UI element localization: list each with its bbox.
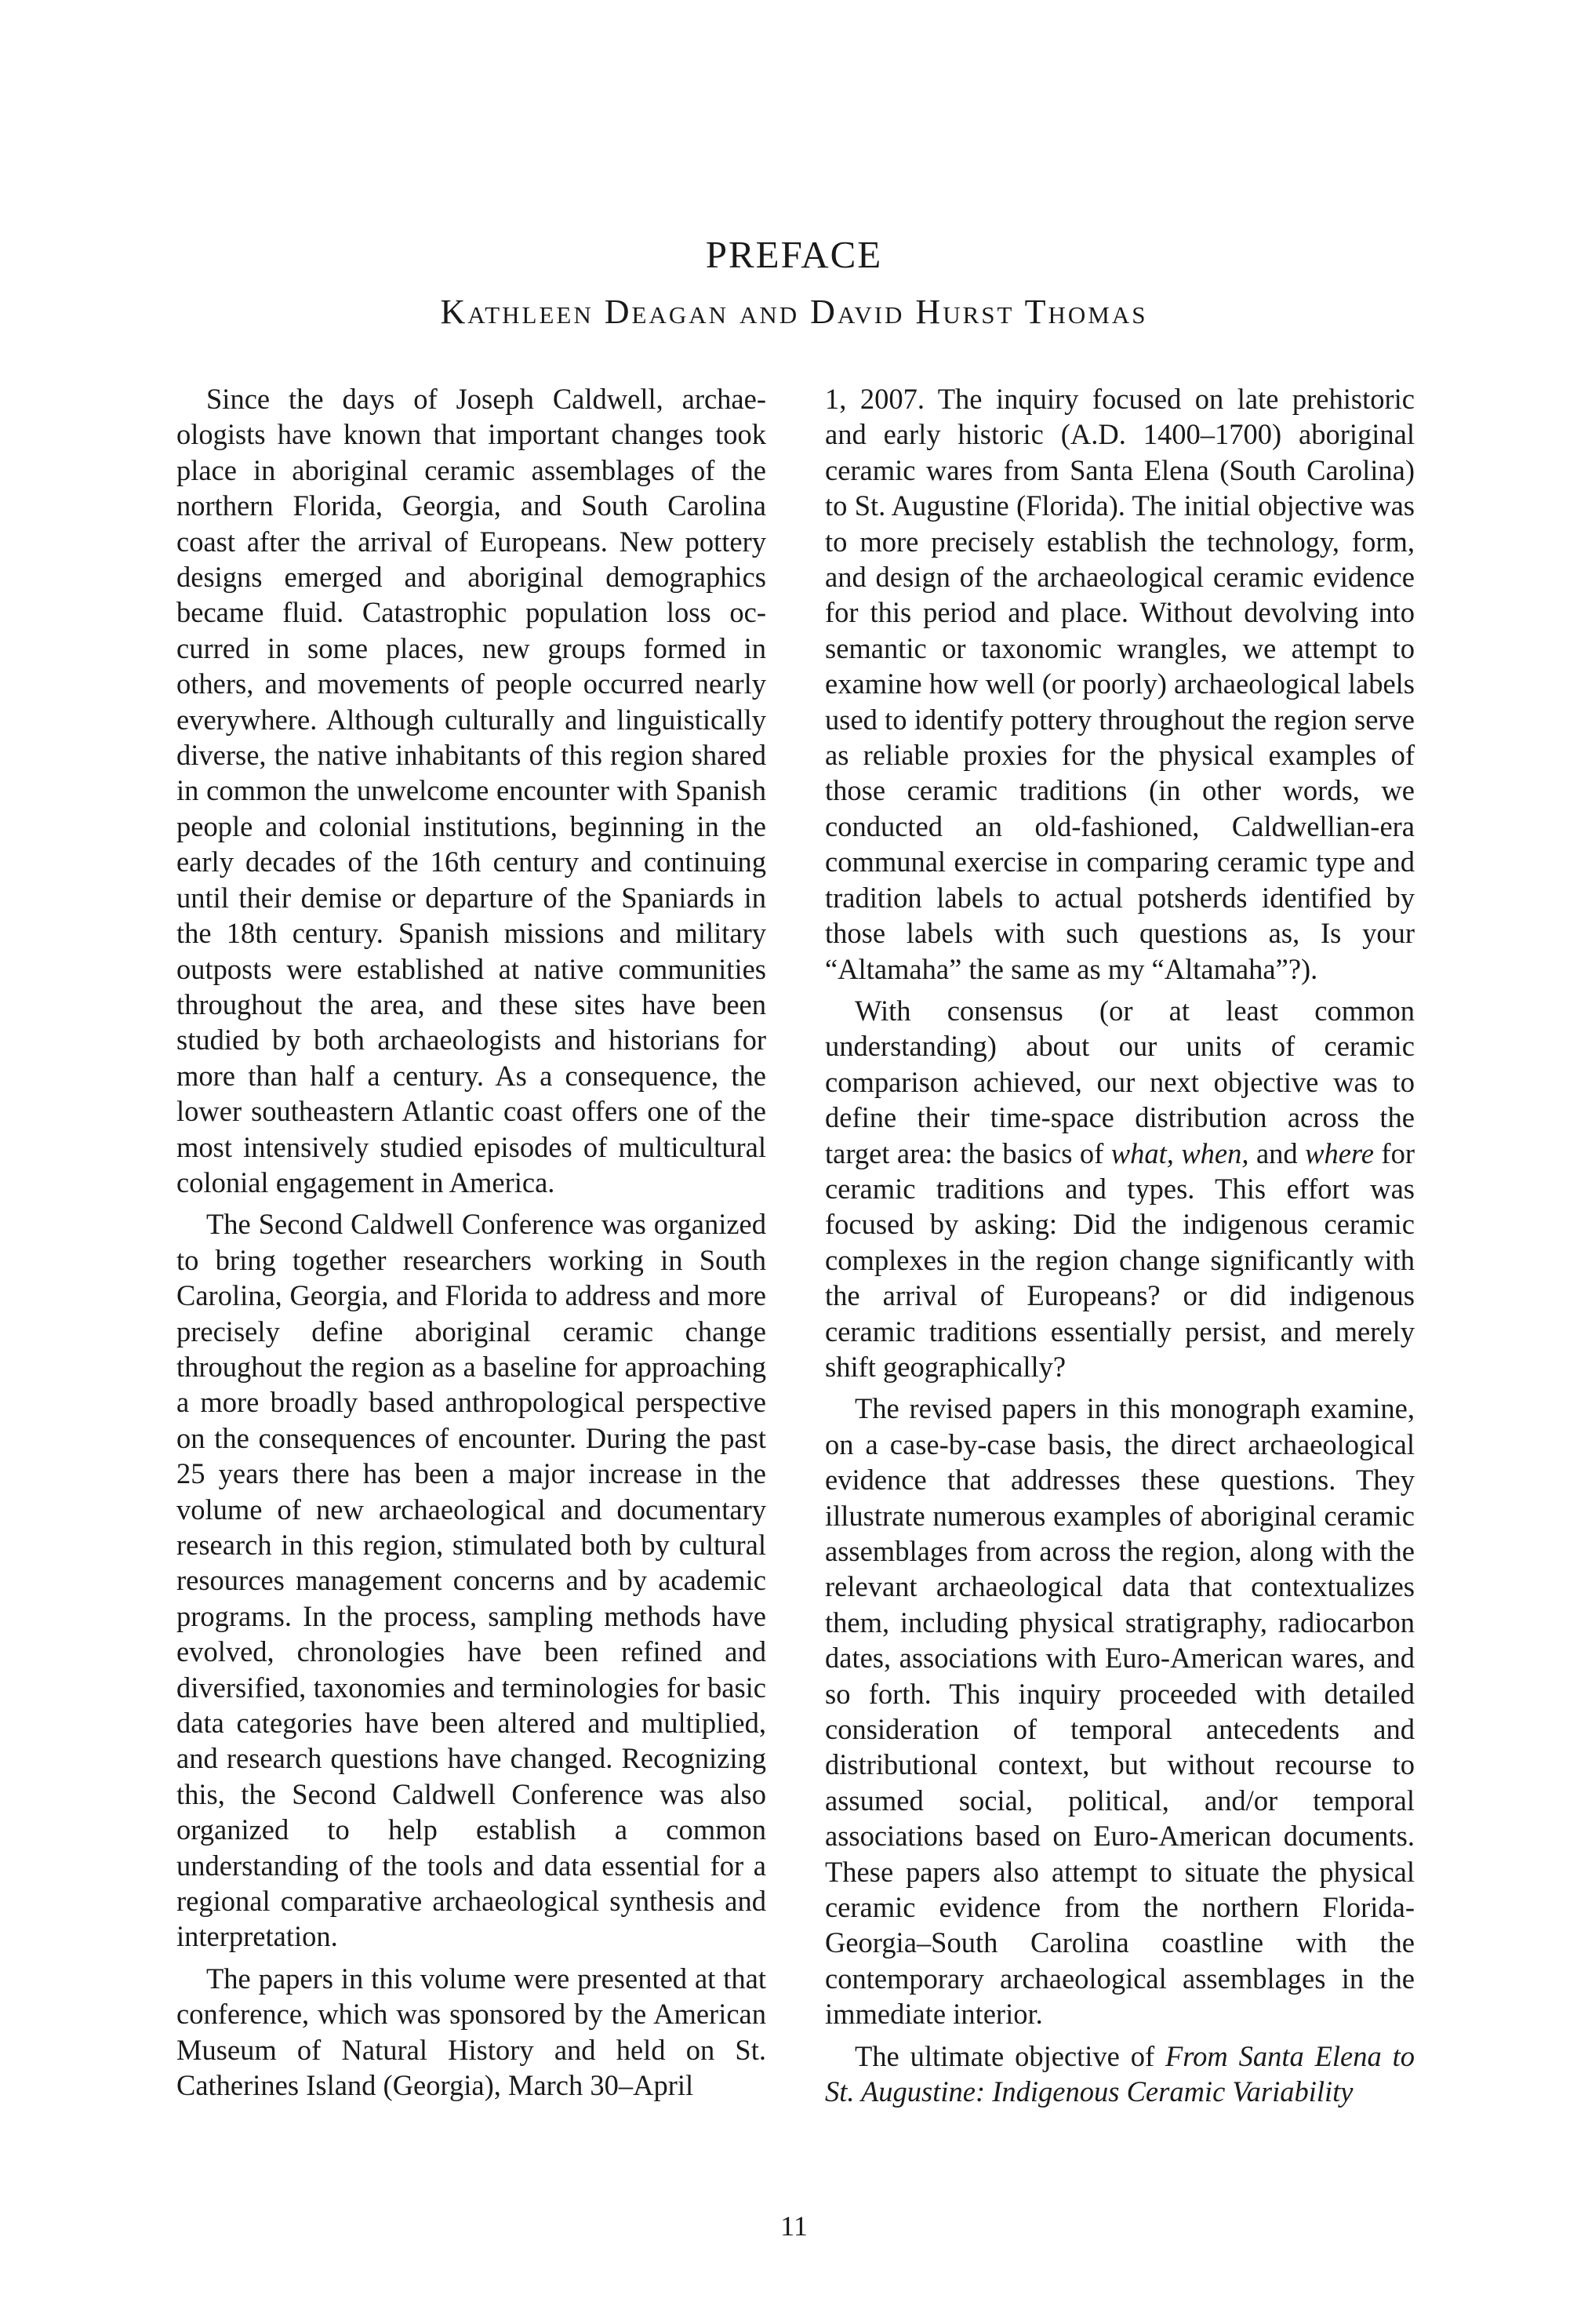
right-column [825,381,1415,2116]
paragraph: The papers in this volume were presented at that conference, which was sponsored by the American Museum of Natural History and held on St. Catherines Island (Georgia), March 30–April [176,1962,766,2102]
author-byline: Kathleen Deagan and David Hurst Thomas [440,293,1148,331]
paragraph: Since the days of Joseph Caldwell, archaeologists have known that important changes took place in aboriginal ceramic assemblages of the northern Florida, Georgia, and South Carolina coast after the arrival of Europeans. New pottery designs emerged and aboriginal demographics became fluid. Catastrophic population loss occurred in some places, new groups formed in others, and movements of people occurred nearly everywhere. Although culturally and linguistically diverse, the native inhabitants of this region shared in common the unwelcome encounter with Spanish people and colonial institutions, beginning in the early decades of the 16th century and continuing until their demise or departure of the Spaniards in the 18th century. Spanish missions and military outposts were established at native communities throughout the area, and these sites have been studied by both archaeologists and historians for more than half a century. As a consequence, the lower southeastern Atlantic coast offers one of the most intensively studied episodes of multicultural colonial engagement in America. [176,383,766,1198]
text-run: and [1248,1137,1306,1169]
page-number: 11 [780,2210,808,2242]
text-run: The ultimate objective of [855,2039,1165,2072]
left-column [176,381,766,2110]
paragraph-continued: 1, 2007. The inquiry focused on late prehistoric and early historic (A.D. 1400–1700) aboriginal ceramic wares from Santa Elena (South Carolina) to St. Augustine (Florida). The initial objective was to more precisely establish the technology, form, and design of the archaeological ceramic evidence for this period and place. Without devolving into semantic or taxonomic wrangles, we attempt to examine how well (or poorly) archaeological labels used to identify pottery throughout the region serve as reliable proxies for the physical examples of those ceramic traditions (in other words, we conducted an old-fashioned, Caldwellian-era communal exercise in comparing ceramic type and tradition labels to actual potsherds identified by those labels with such questions as, Is your “Altamaha” the same as my “Altamaha”?). [825,383,1415,985]
paragraph [825,2039,1415,2110]
text-run: for ceramic traditions and types. This effort was focused by asking: Did the indigenous ceramic complexes in the region change significantly with the arrival of Europeans? or did indigenous ceramic traditions essentially persist, and merely shift geographically? [825,1137,1415,1383]
page-title: PREFACE [705,233,883,276]
paragraph: The Second Caldwell Conference was organized to bring together researchers working in South Carolina, Georgia, and Florida to address and more precisely define aboriginal ceramic change throughout the region as a baseline for approaching a more broadly based anthropological perspective on the consequences of encounter. During the past 25 years there has been a major increase in the volume of new archaeological and documentary research in this region, stimulated both by cultural resources management concerns and by academic programs. In the process, sampling methods have evolved, chronologies have been refined and diversified, taxonomies and terminologies for basic data categories have been altered and multiplied, and research questions have changed. Recognizing this, the Second Caldwell Conference was also organized to help establish a common understanding of the tools and data essential for a regional comparative archaeological synthesis and interpretation. [176,1208,766,1953]
book-title: From Santa Elena to St. Augustine: Indigenous Ceramic Variability [825,2039,1415,2108]
text-run: With consensus (or at least common understanding) about our units of ceramic comparison achieved, our next objective was to define their time-space distribution across the target area: the basics of [825,994,1415,1169]
paragraph: The revised papers in this monograph examine, on a case-by-case basis, the direct archaeological evidence that addresses these questions. They illustrate numerous examples of aboriginal ceramic assemblages from across the region, along with the relevant archaeological data that contextualizes them, including physical stratigraphy, radiocarbon dates, associations with Euro-American wares, and so forth. This inquiry proceeded with detailed consideration of temporal antecedents and distributional context, but without recourse to assumed social, political, and/or temporal associations based on Euro-American documents. These papers also attempt to situate the physical ceramic evidence from the northern Florida-Georgia–South Carolina coastline with the contemporary archaeological assemblages in the immediate interior. [825,1392,1415,2031]
paragraph [825,993,1415,1384]
italic-text: what, when, [1110,1137,1249,1169]
italic-text: where [1305,1137,1374,1169]
